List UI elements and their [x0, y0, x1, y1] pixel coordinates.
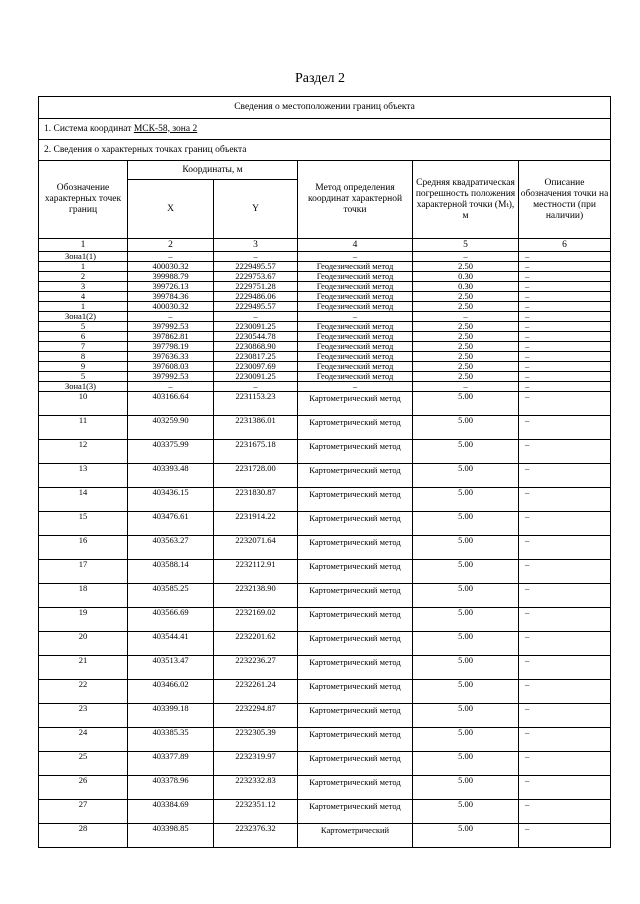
table-row: [39, 302, 611, 312]
coord-x: 400030.32: [128, 302, 214, 312]
method-cell: Картометрический метод: [298, 632, 413, 656]
error-cell: 5.00: [413, 800, 519, 824]
method-cell: Картометрический метод: [298, 440, 413, 464]
error-cell: 2.50: [413, 352, 519, 362]
point-number: 3: [39, 282, 128, 292]
method-cell: Геодезический метод: [298, 362, 413, 372]
table-row: [39, 342, 611, 352]
coord-y: 2232294.87: [214, 704, 298, 728]
coord-x: 397636.33: [128, 352, 214, 362]
description-cell: –: [519, 362, 611, 372]
point-number: 21: [39, 656, 128, 680]
header-designation: Обозначение характерных точек границ: [39, 161, 128, 239]
table-row: [39, 416, 611, 440]
zone-row: [39, 382, 611, 392]
table-row: [39, 440, 611, 464]
table-row: [39, 262, 611, 272]
table-row: [39, 776, 611, 800]
table-row: [39, 584, 611, 608]
zone-row: [39, 252, 611, 262]
coord-y: 2229751.28: [214, 282, 298, 292]
method-cell: Картометрический: [298, 824, 413, 848]
method-cell: Геодезический метод: [298, 332, 413, 342]
points-heading: 2. Сведения о характерных точках границ объекта: [39, 140, 611, 161]
coord-x: 403378.96: [128, 776, 214, 800]
coord-x: 403399.18: [128, 704, 214, 728]
coord-x: 403385.35: [128, 728, 214, 752]
description-cell: –: [519, 292, 611, 302]
boundary-table: [38, 96, 611, 848]
coord-system-value: МСК-58, зона 2: [133, 123, 198, 134]
header-description: Описание обозначения точки на местности (при наличии): [519, 161, 611, 239]
zone-dash-x: –: [128, 252, 214, 262]
table-title: Сведения о местоположении границ объекта: [39, 97, 611, 119]
zone-label: Зона1(1): [39, 252, 128, 262]
description-cell: –: [519, 372, 611, 382]
description-cell: –: [519, 512, 611, 536]
description-cell: –: [519, 488, 611, 512]
coord-y: 2230868.90: [214, 342, 298, 352]
coord-y: 2232261.24: [214, 680, 298, 704]
error-cell: 5.00: [413, 464, 519, 488]
table-row: [39, 352, 611, 362]
coord-y: 2231728.00: [214, 464, 298, 488]
coord-y: 2230817.25: [214, 352, 298, 362]
coord-y: 2230091.25: [214, 322, 298, 332]
error-cell: 5.00: [413, 416, 519, 440]
error-cell: 5.00: [413, 704, 519, 728]
zone-dash-error: –: [413, 312, 519, 322]
error-cell: 5.00: [413, 440, 519, 464]
point-number: 9: [39, 362, 128, 372]
error-cell: 2.50: [413, 332, 519, 342]
zone-dash-x: –: [128, 312, 214, 322]
coord-y: 2230097.69: [214, 362, 298, 372]
zone-dash-description: –: [519, 382, 611, 392]
point-number: 17: [39, 560, 128, 584]
error-cell: 2.50: [413, 362, 519, 372]
coord-y: 2232305.39: [214, 728, 298, 752]
method-cell: Картометрический метод: [298, 656, 413, 680]
coord-y: 2230544.78: [214, 332, 298, 342]
method-cell: Картометрический метод: [298, 512, 413, 536]
point-number: 8: [39, 352, 128, 362]
point-number: 22: [39, 680, 128, 704]
description-cell: –: [519, 800, 611, 824]
error-cell: 5.00: [413, 632, 519, 656]
table-row: [39, 332, 611, 342]
error-cell: 5.00: [413, 488, 519, 512]
column-number: 6: [519, 239, 611, 252]
table-row: [39, 292, 611, 302]
method-cell: Картометрический метод: [298, 704, 413, 728]
error-cell: 5.00: [413, 560, 519, 584]
coord-y: 2232138.90: [214, 584, 298, 608]
column-numbers-row: [39, 239, 611, 252]
coord-x: 403588.14: [128, 560, 214, 584]
column-number: 5: [413, 239, 519, 252]
coord-x: 400030.32: [128, 262, 214, 272]
description-cell: –: [519, 824, 611, 848]
zone-dash-description: –: [519, 252, 611, 262]
description-cell: –: [519, 352, 611, 362]
coord-x: 397992.53: [128, 372, 214, 382]
coord-x: 403375.99: [128, 440, 214, 464]
error-cell: 2.50: [413, 302, 519, 312]
point-number: 18: [39, 584, 128, 608]
description-cell: –: [519, 632, 611, 656]
error-cell: 2.50: [413, 262, 519, 272]
coord-y: 2232112.91: [214, 560, 298, 584]
table-row: [39, 362, 611, 372]
zone-row: [39, 312, 611, 322]
method-cell: Геодезический метод: [298, 372, 413, 382]
point-number: 5: [39, 322, 128, 332]
method-cell: Картометрический метод: [298, 392, 413, 416]
description-cell: –: [519, 704, 611, 728]
method-cell: Картометрический метод: [298, 728, 413, 752]
table-row: [39, 680, 611, 704]
method-cell: Картометрический метод: [298, 584, 413, 608]
method-cell: Геодезический метод: [298, 282, 413, 292]
column-number: 2: [128, 239, 214, 252]
description-cell: –: [519, 392, 611, 416]
description-cell: –: [519, 776, 611, 800]
error-cell: 5.00: [413, 824, 519, 848]
table-row: [39, 372, 611, 382]
header-y: Y: [214, 180, 298, 239]
description-cell: –: [519, 262, 611, 272]
description-cell: –: [519, 282, 611, 292]
coord-x: 403566.69: [128, 608, 214, 632]
coord-y: 2230091.25: [214, 372, 298, 382]
table-row: [39, 272, 611, 282]
coord-x: 403476.61: [128, 512, 214, 536]
method-cell: Геодезический метод: [298, 322, 413, 332]
table-row: [39, 800, 611, 824]
method-cell: Геодезический метод: [298, 262, 413, 272]
coord-x: 399726.13: [128, 282, 214, 292]
zone-dash-method: –: [298, 312, 413, 322]
point-number: 23: [39, 704, 128, 728]
zone-dash-error: –: [413, 252, 519, 262]
method-cell: Картометрический метод: [298, 800, 413, 824]
description-cell: –: [519, 416, 611, 440]
point-number: 24: [39, 728, 128, 752]
coord-y: 2232319.97: [214, 752, 298, 776]
coord-x: 403544.41: [128, 632, 214, 656]
header-method: Метод определения координат характерной точки: [298, 161, 413, 239]
coord-system-label: 1. Система координат: [44, 123, 132, 134]
header-error: Средняя квадратическая погрешность положения характерной точки (Mₜ), м: [413, 161, 519, 239]
coord-y: 2232169.02: [214, 608, 298, 632]
column-number: 4: [298, 239, 413, 252]
coord-x: 403513.47: [128, 656, 214, 680]
error-cell: 2.50: [413, 292, 519, 302]
method-cell: Картометрический метод: [298, 752, 413, 776]
header-coordinates: Координаты, м: [128, 161, 298, 180]
point-number: 25: [39, 752, 128, 776]
description-cell: –: [519, 332, 611, 342]
table-row: [39, 464, 611, 488]
description-cell: –: [519, 272, 611, 282]
method-cell: Геодезический метод: [298, 302, 413, 312]
error-cell: 5.00: [413, 512, 519, 536]
zone-dash-method: –: [298, 252, 413, 262]
coord-x: 399988.79: [128, 272, 214, 282]
description-cell: –: [519, 728, 611, 752]
table-row: [39, 752, 611, 776]
coord-y: 2229495.57: [214, 302, 298, 312]
error-cell: 0.30: [413, 282, 519, 292]
table-row: [39, 704, 611, 728]
error-cell: 2.50: [413, 322, 519, 332]
point-number: 2: [39, 272, 128, 282]
point-number: 6: [39, 332, 128, 342]
method-cell: Геодезический метод: [298, 292, 413, 302]
point-number: 20: [39, 632, 128, 656]
description-cell: –: [519, 302, 611, 312]
coord-y: 2229753.67: [214, 272, 298, 282]
error-cell: 2.50: [413, 342, 519, 352]
coord-y: 2231830.87: [214, 488, 298, 512]
zone-dash-y: –: [214, 252, 298, 262]
coord-x: 403384.69: [128, 800, 214, 824]
table-row: [39, 282, 611, 292]
coord-y: 2232351.12: [214, 800, 298, 824]
point-number: 14: [39, 488, 128, 512]
table-row: [39, 560, 611, 584]
coord-system-row: [39, 119, 611, 140]
method-cell: Картометрический метод: [298, 536, 413, 560]
coord-y: 2232376.32: [214, 824, 298, 848]
method-cell: Картометрический метод: [298, 776, 413, 800]
method-cell: Геодезический метод: [298, 342, 413, 352]
point-number: 11: [39, 416, 128, 440]
error-cell: 2.50: [413, 372, 519, 382]
description-cell: –: [519, 560, 611, 584]
coord-y: 2231675.18: [214, 440, 298, 464]
point-number: 5: [39, 372, 128, 382]
point-number: 26: [39, 776, 128, 800]
coord-y: 2232332.83: [214, 776, 298, 800]
error-cell: 5.00: [413, 584, 519, 608]
table-row: [39, 322, 611, 332]
point-number: 15: [39, 512, 128, 536]
zone-dash-error: –: [413, 382, 519, 392]
coord-x: 397992.53: [128, 322, 214, 332]
method-cell: Картометрический метод: [298, 680, 413, 704]
description-cell: –: [519, 322, 611, 332]
point-number: 1: [39, 262, 128, 272]
method-cell: Картометрический метод: [298, 464, 413, 488]
coord-y: 2229495.57: [214, 262, 298, 272]
error-cell: 5.00: [413, 608, 519, 632]
zone-dash-description: –: [519, 312, 611, 322]
table-row: [39, 488, 611, 512]
coord-x: 403563.27: [128, 536, 214, 560]
point-number: 10: [39, 392, 128, 416]
coord-x: 397862.81: [128, 332, 214, 342]
section-title: Раздел 2: [294, 71, 346, 86]
column-number: 3: [214, 239, 298, 252]
table-row: [39, 392, 611, 416]
table-row: [39, 656, 611, 680]
coord-x: 403259.90: [128, 416, 214, 440]
table-row: [39, 608, 611, 632]
coord-y: 2231386.01: [214, 416, 298, 440]
table-row: [39, 632, 611, 656]
error-cell: 5.00: [413, 656, 519, 680]
zone-label: Зона1(2): [39, 312, 128, 322]
coord-x: 403436.15: [128, 488, 214, 512]
zone-dash-y: –: [214, 382, 298, 392]
coord-x: 397608.03: [128, 362, 214, 372]
zone-label: Зона1(3): [39, 382, 128, 392]
coord-y: 2232236.27: [214, 656, 298, 680]
coord-y: 2229486.06: [214, 292, 298, 302]
coord-x: 403377.89: [128, 752, 214, 776]
coord-x: 403166.64: [128, 392, 214, 416]
method-cell: Картометрический метод: [298, 608, 413, 632]
table-row: [39, 536, 611, 560]
zone-dash-x: –: [128, 382, 214, 392]
table-row: [39, 728, 611, 752]
error-cell: 5.00: [413, 680, 519, 704]
coord-y: 2232201.62: [214, 632, 298, 656]
description-cell: –: [519, 440, 611, 464]
coord-y: 2231153.23: [214, 392, 298, 416]
coord-y: 2231914.22: [214, 512, 298, 536]
header-x: X: [128, 180, 214, 239]
method-cell: Картометрический метод: [298, 560, 413, 584]
table-row: [39, 512, 611, 536]
coord-x: 399784.36: [128, 292, 214, 302]
coord-x: 403398.85: [128, 824, 214, 848]
zone-dash-y: –: [214, 312, 298, 322]
method-cell: Картометрический метод: [298, 488, 413, 512]
coord-y: 2232071.64: [214, 536, 298, 560]
error-cell: 0.30: [413, 272, 519, 282]
method-cell: Геодезический метод: [298, 272, 413, 282]
coord-x: 397798.19: [128, 342, 214, 352]
description-cell: –: [519, 656, 611, 680]
description-cell: –: [519, 752, 611, 776]
point-number: 12: [39, 440, 128, 464]
coord-x: 403585.25: [128, 584, 214, 608]
description-cell: –: [519, 536, 611, 560]
point-number: 27: [39, 800, 128, 824]
method-cell: Геодезический метод: [298, 352, 413, 362]
point-number: 13: [39, 464, 128, 488]
error-cell: 5.00: [413, 728, 519, 752]
point-number: 16: [39, 536, 128, 560]
description-cell: –: [519, 584, 611, 608]
error-cell: 5.00: [413, 776, 519, 800]
point-number: 7: [39, 342, 128, 352]
error-cell: 5.00: [413, 752, 519, 776]
table-row: [39, 824, 611, 848]
point-number: 1: [39, 302, 128, 312]
description-cell: –: [519, 608, 611, 632]
description-cell: –: [519, 680, 611, 704]
zone-dash-method: –: [298, 382, 413, 392]
coord-x: 403466.02: [128, 680, 214, 704]
point-number: 28: [39, 824, 128, 848]
point-number: 4: [39, 292, 128, 302]
coord-x: 403393.48: [128, 464, 214, 488]
method-cell: Картометрический метод: [298, 416, 413, 440]
error-cell: 5.00: [413, 392, 519, 416]
description-cell: –: [519, 464, 611, 488]
error-cell: 5.00: [413, 536, 519, 560]
description-cell: –: [519, 342, 611, 352]
column-number: 1: [39, 239, 128, 252]
point-number: 19: [39, 608, 128, 632]
